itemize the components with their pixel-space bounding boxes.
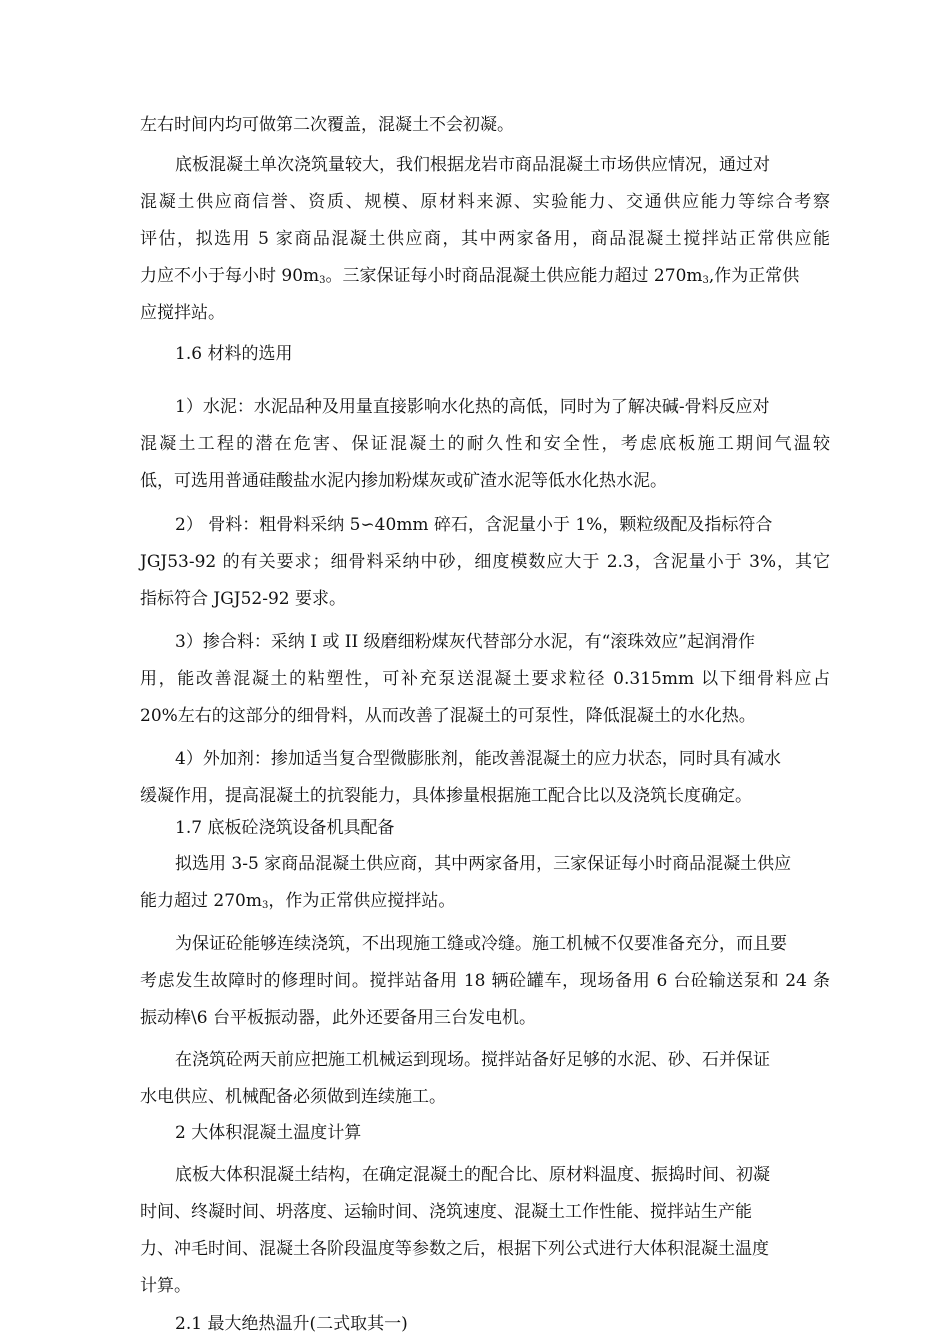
text-run: 力应不小于每小时 90m xyxy=(140,266,320,286)
subscript: 3 xyxy=(261,900,269,911)
paragraph-line: 4）外加剂：掺加适当复合型微膨胀剂，能改善混凝土的应力状态，同时具有减水 xyxy=(175,749,781,769)
section-heading: 1.6 材料的选用 xyxy=(175,344,293,364)
section-heading: 1.7 底板砼浇筑设备机具配备 xyxy=(175,818,395,838)
subscript: 3 xyxy=(702,275,709,286)
paragraph-line: 水电供应、机械配备必须做到连续施工。 xyxy=(140,1087,446,1107)
paragraph-line: 指标符合 JGJ52-92 要求。 xyxy=(140,589,347,609)
paragraph-line: 1）水泥：水泥品种及用量直接影响水化热的高低，同时为了解决碱-骨料反应对 xyxy=(175,397,770,417)
paragraph-line: 3）掺合料：采纳 I 或 II 级磨细粉煤灰代替部分水泥，有“滚珠效应”起润滑作 xyxy=(175,632,755,652)
paragraph-line: 评估，拟选用 5 家商品混凝土供应商，其中两家备用，商品混凝土搅拌站正常供应能 xyxy=(140,229,830,249)
paragraph-line: 力、冲毛时间、混凝土各阶段温度等参数之后，根据下列公式进行大体积混凝土温度 xyxy=(140,1239,769,1259)
paragraph-line xyxy=(140,889,830,918)
text-run: 能力超过 270m xyxy=(140,891,262,911)
paragraph-line: 在浇筑砼两天前应把施工机械运到现场。搅拌站备好足够的水泥、砂、石并保证 xyxy=(175,1050,770,1070)
paragraph-line: 2） 骨料：粗骨料采纳 5∽40mm 碎石，含泥量小于 1%，颗粒级配及指标符合 xyxy=(175,515,773,535)
paragraph-line: 20%左右的这部分的细骨料，从而改善了混凝土的可泵性，降低混凝土的水化热。 xyxy=(140,706,756,726)
paragraph-line: JGJ53-92 的有关要求；细骨料采纳中砂，细度模数应大于 2.3，含泥量小于 3%，其它 xyxy=(140,552,830,572)
paragraph-line: 用，能改善混凝土的粘塑性，可补充泵送混凝土要求粒径 0.315mm 以下细骨料应占 xyxy=(140,669,830,689)
paragraph-line: 混凝土供应商信誉、资质、规模、原材料来源、实验能力、交通供应能力等综合考察 xyxy=(140,192,830,212)
paragraph-line: 计算。 xyxy=(140,1276,191,1296)
paragraph-line: 左右时间内均可做第二次覆盖，混凝土不会初凝。 xyxy=(140,115,514,135)
paragraph-line: 缓凝作用，提高混凝土的抗裂能力，具体掺量根据施工配合比以及浇筑长度确定。 xyxy=(140,786,752,806)
paragraph-line: 低，可选用普通硅酸盐水泥内掺加粉煤灰或矿渣水泥等低水化热水泥。 xyxy=(140,471,667,491)
text-run: ,作为正常供 xyxy=(708,266,800,286)
paragraph-line: 拟选用 3-5 家商品混凝土供应商，其中两家备用，三家保证每小时商品混凝土供应 xyxy=(175,854,792,874)
paragraph-line: 应搅拌站。 xyxy=(140,303,225,323)
paragraph-line: 底板混凝土单次浇筑量较大，我们根据龙岩市商品混凝土市场供应情况，通过对 xyxy=(175,155,770,175)
paragraph-line: 为保证砼能够连续浇筑，不出现施工缝或冷缝。施工机械不仅要准备充分，而且要 xyxy=(175,934,787,954)
text-run: 三家保证每小时商品混凝土供应能力超过 270m xyxy=(342,266,703,286)
text-run: 。 xyxy=(325,266,343,286)
section-heading: 2 大体积混凝土温度计算 xyxy=(175,1123,362,1143)
paragraph-line xyxy=(140,264,830,293)
paragraph-line: 振动棒\6 台平板振动器，此外还要备用三台发电机。 xyxy=(140,1008,536,1028)
paragraph-line: 底板大体积混凝土结构，在确定混凝土的配合比、原材料温度、振捣时间、初凝 xyxy=(175,1165,770,1185)
text-run: ，作为正常供应搅拌站。 xyxy=(268,891,456,911)
subscript: 3 xyxy=(319,275,326,286)
paragraph-line: 考虑发生故障时的修理时间。搅拌站备用 18 辆砼罐车，现场备用 6 台砼输送泵和 24 条 xyxy=(140,971,830,991)
paragraph-line: 时间、终凝时间、坍落度、运输时间、浇筑速度、混凝土工作性能、搅拌站生产能 xyxy=(140,1202,752,1222)
paragraph-line: 混凝土工程的潜在危害、保证混凝土的耐久性和安全性，考虑底板施工期间气温较 xyxy=(140,434,830,454)
section-heading: 2.1 最大绝热温升(二式取其一) xyxy=(175,1314,408,1334)
